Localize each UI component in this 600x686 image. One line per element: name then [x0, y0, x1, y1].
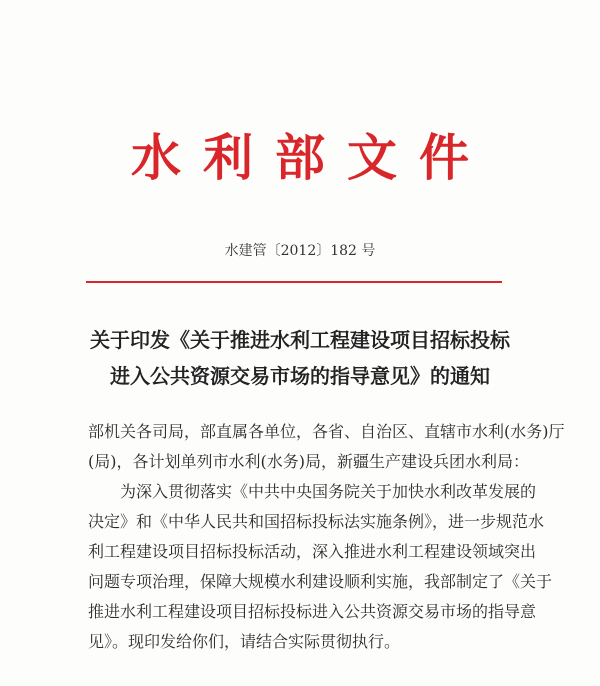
document-title-line-2: 进入公共资源交易市场的指导意见》的通知: [110, 364, 490, 388]
body-line: 问题专项治理，保障大规模水利建设顺利实施，我部制定了《关于: [88, 572, 553, 591]
body-line: 推进水利工程建设项目招标投标进入公共资源交易市场的指导意: [88, 602, 537, 621]
body-line: (局)，各计划单列市水利(水务)局，新疆生产建设兵团水利局：: [88, 452, 529, 471]
document-title: [40, 322, 560, 394]
issuing-authority-header: 水利部文件: [131, 128, 491, 187]
body-line: 利工程建设项目招标投标活动，深入推进水利工程建设领域突出: [88, 542, 537, 561]
document-body: [88, 417, 565, 657]
body-line: 见》。现印发给你们，请结合实际贯彻执行。: [88, 632, 401, 651]
body-line: 部机关各司局，部直属各单位，各省、自治区、直辖市水利(水务)厅: [88, 422, 565, 441]
red-divider-line: [86, 281, 502, 283]
document-number: 水建管〔2012〕182 号: [224, 243, 376, 259]
document-title-line-1: 关于印发《关于推进水利工程建设项目招标投标: [90, 328, 510, 352]
body-line: 为深入贯彻落实《中共中央国务院关于加快水利改革发展的: [120, 482, 537, 501]
body-line: 决定》和《中华人民共和国招标投标法实施条例》，进一步规范水: [88, 512, 545, 531]
